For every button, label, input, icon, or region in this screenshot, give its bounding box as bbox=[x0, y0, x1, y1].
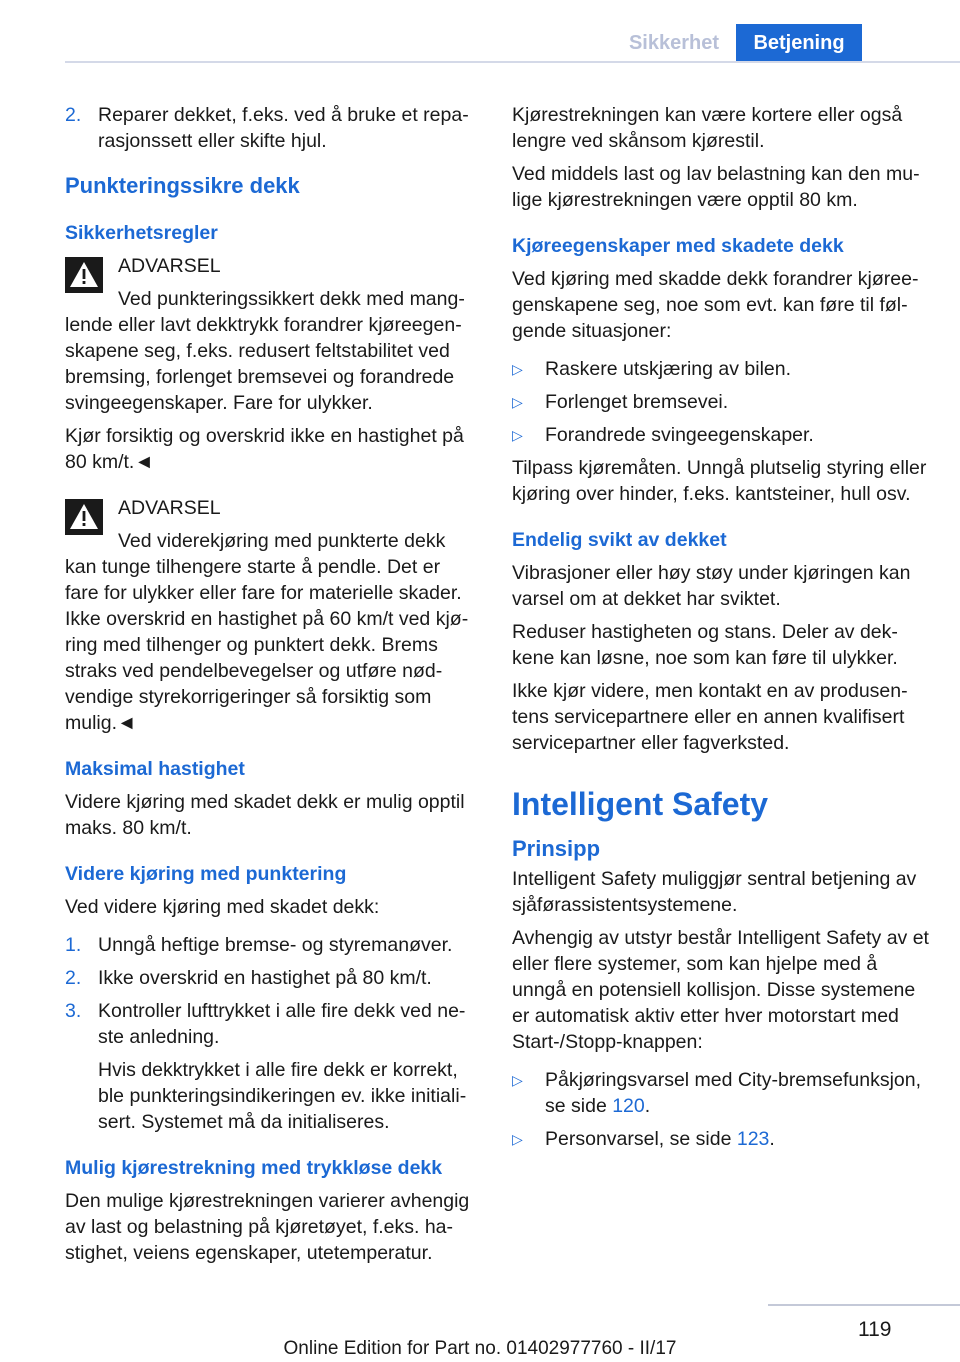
warning-after: Kjør forsiktig og overskrid ikke en hastighet på 80 km/t.◄ bbox=[65, 425, 464, 473]
list-text: Kontroller lufttrykket i alle fire dekk ved neste anledning. bbox=[98, 1000, 466, 1048]
subheading-continue: Videre kjøring med punktering bbox=[65, 863, 347, 885]
range-text: Den mulige kjørestrekningen varierer avhengig av last og belastning på kjøretøyet, f.eks. hastighet, veiens egenskaper, utetemperatur. bbox=[65, 1190, 470, 1264]
list-number: 2. bbox=[65, 967, 82, 989]
bullet-triangle-icon: ▷ bbox=[512, 1131, 523, 1147]
list-item: ▷ Raskere utskjæring av bilen. bbox=[512, 358, 792, 380]
bullet-triangle-icon: ▷ bbox=[512, 1072, 523, 1088]
warning-triangle-icon bbox=[65, 499, 103, 535]
list-number: 3. bbox=[65, 1000, 82, 1022]
page-link-120[interactable]: 120 bbox=[612, 1095, 645, 1117]
list-item: ▷ Forandrede svingeegenskaper. bbox=[512, 424, 814, 446]
footer-divider bbox=[768, 1304, 960, 1306]
warning-triangle-icon bbox=[65, 257, 103, 293]
list-item bbox=[65, 102, 479, 154]
paragraph: Ikke kjør videre, men kontakt en av produsentens servicepartnere eller en annen kvalifisert servicepartner eller fagverksted. bbox=[512, 680, 908, 754]
tab-betjening[interactable]: Betjening bbox=[736, 24, 862, 62]
page-header bbox=[0, 0, 960, 62]
edition-footer: Online Edition for Part no. 01402977760 - II/17 bbox=[283, 1338, 677, 1359]
paragraph: Avhengig av utstyr består Intelligent Safety av et eller flere systemer, som kan hjelpe med å unngå en potensiell kollisjon. Disse systemene er automatisk aktiv etter hver motorstart med Start-/Stopp-knappen: bbox=[512, 927, 929, 1053]
right-column bbox=[512, 102, 930, 1159]
list-item: ▷ Personvarsel, se side 123. bbox=[512, 1128, 775, 1150]
list-number: 1. bbox=[65, 934, 82, 956]
list-item bbox=[65, 932, 479, 958]
paragraph: Ved middels last og lav belastning kan den mulige kjørestrekningen være opptil 80 km. bbox=[512, 163, 920, 211]
warning-title: ADVARSEL bbox=[118, 497, 221, 519]
list-item: ▷ Forlenget bremsevei. bbox=[512, 391, 729, 413]
warning-body: Ved viderekjøring med punkterte dekk kan tunge tilhengere starte å pendle. Det er fare for ulykker eller fare for materielle skader. Ikke overskrid en hastighet på 60 km/t ved kjøring med tilhenger og punktert dekk. Brems straks ved pendelbevegelser og utføre nødvendige styrekorrigeringer så forsiktig som mulig.◄ bbox=[65, 530, 469, 734]
warning-block-1 bbox=[65, 253, 479, 475]
warning-body: Ved punkteringssikkert dekk med manglende eller lavt dekktrykk forandrer kjøreegenskapene seg, f.eks. redusert feltstabilitet ved bremsing, forlenget bremsevei og forandrede svingeegenskaper. Fare for ulykker. bbox=[65, 288, 465, 414]
subheading-range: Mulig kjørestrekning med trykkløse dekk bbox=[65, 1157, 443, 1179]
continue-intro: Ved videre kjøring med skadet dekk: bbox=[65, 896, 380, 918]
subheading-handling: Kjøreegenskaper med skadete dekk bbox=[512, 235, 844, 257]
bullet-triangle-icon: ▷ bbox=[512, 427, 523, 443]
page-number: 119 bbox=[858, 1318, 892, 1341]
paragraph: Ved kjøring med skadde dekk forandrer kjøreegenskapene seg, noe som evt. kan føre til følgende situasjoner: bbox=[512, 268, 919, 342]
bullet-triangle-icon: ▷ bbox=[512, 361, 523, 377]
subheading-maxspeed: Maksimal hastighet bbox=[65, 758, 245, 780]
paragraph: Reduser hastigheten og stans. Deler av dekkene kan løsne, noe som kan føre til ulykker. bbox=[512, 621, 898, 669]
list-note: Hvis dekktrykket i alle fire dekk er korrekt, ble punkteringsindikeringen ev. ikke initialisert. Systemet må da initialiseres. bbox=[98, 1059, 467, 1133]
list-number: 2. bbox=[65, 104, 82, 126]
paragraph: Vibrasjoner eller høy støy under kjøringen kan varsel om at dekket har sviktet. bbox=[512, 562, 911, 610]
left-column bbox=[65, 102, 479, 1273]
bullet-triangle-icon: ▷ bbox=[512, 394, 523, 410]
list-item bbox=[65, 965, 479, 991]
header-divider bbox=[65, 61, 960, 63]
subheading-principle: Prinsipp bbox=[512, 836, 601, 861]
maxspeed-text: Videre kjøring med skadet dekk er mulig opptil maks. 80 km/t. bbox=[65, 791, 465, 839]
section-heading-runflat: Punkteringssikre dekk bbox=[65, 173, 300, 198]
paragraph: Tilpass kjøremåten. Unngå plutselig styring eller kjøring over hinder, f.eks. kantsteiner, hull osv. bbox=[512, 457, 927, 505]
tab-sikkerhet[interactable]: Sikkerhet bbox=[612, 24, 736, 62]
list-item: ▷ Påkjøringsvarsel med City-bremsefunksjon, se side 120. bbox=[512, 1069, 922, 1117]
list-item bbox=[65, 998, 479, 1135]
list-text: Unngå heftige bremse- og styremanøver. bbox=[98, 934, 453, 956]
paragraph: Kjørestrekningen kan være kortere eller også lengre ved skånsom kjørestil. bbox=[512, 104, 903, 152]
section-heading-intelligent-safety: Intelligent Safety bbox=[512, 786, 769, 822]
subheading-failure: Endelig svikt av dekket bbox=[512, 529, 727, 551]
warning-title: ADVARSEL bbox=[118, 255, 221, 277]
subheading-safety: Sikkerhetsregler bbox=[65, 222, 218, 244]
page-link-123[interactable]: 123 bbox=[736, 1128, 770, 1150]
warning-block-2 bbox=[65, 495, 479, 736]
list-text: Reparer dekket, f.eks. ved å bruke et reparasjonssett eller skifte hjul. bbox=[98, 104, 469, 152]
list-text: Ikke overskrid en hastighet på 80 km/t. bbox=[98, 967, 432, 989]
paragraph: Intelligent Safety muliggjør sentral betjening av sjåførassistentsystemene. bbox=[512, 868, 917, 916]
